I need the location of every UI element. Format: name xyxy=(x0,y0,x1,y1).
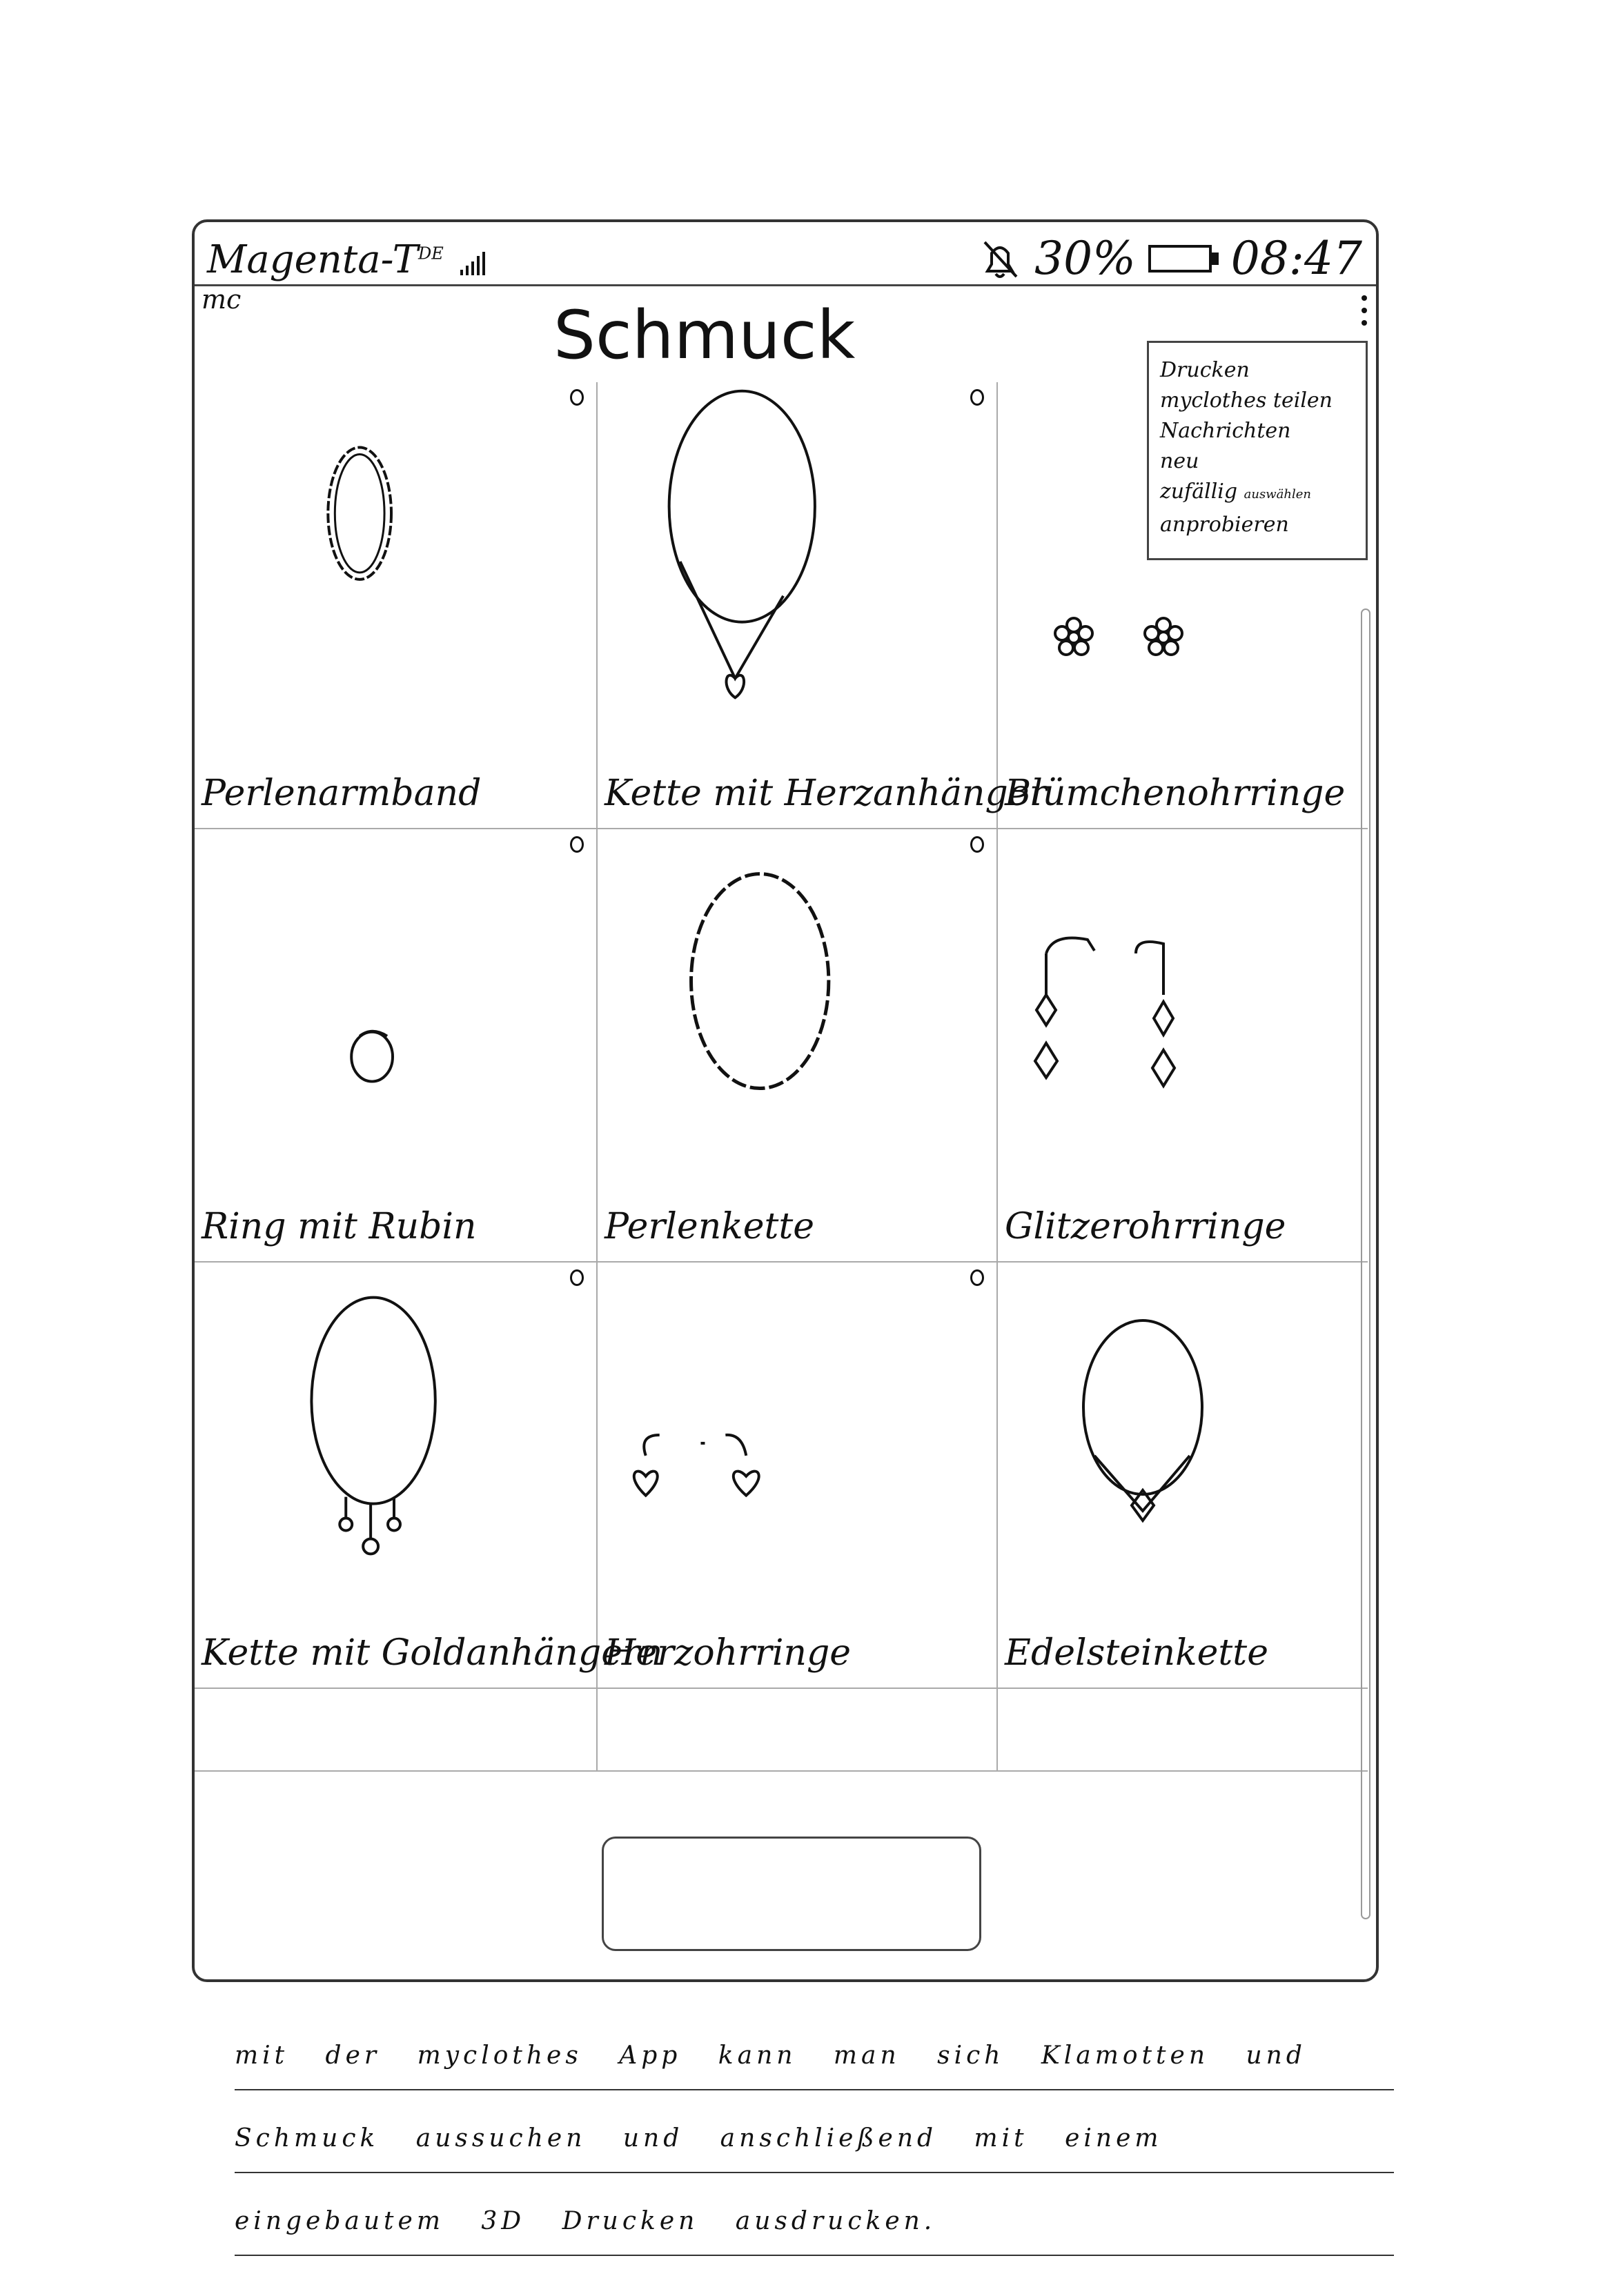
favorite-marker-icon[interactable] xyxy=(570,836,584,853)
product-card-bead-bracelet[interactable] xyxy=(195,382,598,829)
product-label: Edelsteinkette xyxy=(1005,1632,1268,1674)
grid-empty-cell xyxy=(598,1689,998,1772)
product-label: Kette mit Herzanhänger xyxy=(604,773,1047,814)
product-label: Blümchenohrringe xyxy=(1005,773,1346,814)
favorite-marker-icon[interactable] xyxy=(570,389,584,406)
menu-item-print[interactable]: Drucken xyxy=(1160,358,1250,382)
pearl-necklace-icon xyxy=(598,829,996,1160)
product-card-glitter-earrings[interactable] xyxy=(998,829,1368,1263)
grid-empty-cell xyxy=(195,1689,598,1772)
product-card-heart-earrings[interactable] xyxy=(598,1263,998,1689)
carrier-region: DE xyxy=(417,244,444,264)
ruby-ring-icon xyxy=(195,829,596,1160)
page-title: Schmuck xyxy=(553,297,856,374)
product-label: Perlenarmband xyxy=(202,773,482,814)
product-label: Perlenkette xyxy=(604,1206,815,1247)
battery-percent: 30% xyxy=(1034,232,1136,285)
app-description: mit der myclothes App kann man sich Klamotten und Schmuck aussuchen und anschließend mit einem eingebautem 3D Drucken ausdrucken. xyxy=(235,2015,1394,2263)
battery-icon xyxy=(1148,245,1219,273)
signal-icon xyxy=(459,249,489,277)
product-card-pearl-necklace[interactable] xyxy=(598,829,998,1263)
product-card-heart-necklace[interactable] xyxy=(598,382,1047,829)
product-label: Ring mit Rubin xyxy=(202,1206,477,1247)
favorite-marker-icon[interactable] xyxy=(570,1269,584,1286)
menu-item-share[interactable]: myclothes teilen xyxy=(1160,388,1333,413)
product-card-gemstone-necklace[interactable] xyxy=(998,1263,1368,1689)
scrollbar[interactable] xyxy=(1361,608,1370,1919)
product-card-ruby-ring[interactable] xyxy=(195,829,598,1263)
favorite-marker-icon[interactable] xyxy=(970,1269,984,1286)
bell-muted-icon xyxy=(978,237,1022,281)
bead-bracelet-icon xyxy=(195,382,596,713)
dot-icon xyxy=(1362,295,1367,301)
favorite-marker-icon[interactable] xyxy=(970,389,984,406)
menu-item-try-on[interactable]: anprobieren xyxy=(1160,513,1289,537)
dot-icon xyxy=(1362,308,1367,313)
product-label: Glitzerohrringe xyxy=(1005,1206,1286,1247)
menu-item-random[interactable]: zufällig auswählen xyxy=(1160,479,1311,504)
app-logo[interactable]: mc xyxy=(202,284,242,315)
product-card-gold-pendant-necklace[interactable] xyxy=(195,1263,663,1689)
status-bar xyxy=(195,222,1376,286)
product-label: Herzohrringe xyxy=(604,1632,852,1674)
gold-pendant-necklace-icon xyxy=(195,1263,596,1594)
menu-item-messages[interactable]: Nachrichten xyxy=(1160,419,1291,443)
grid-empty-cell xyxy=(998,1689,1368,1772)
bottom-action-box[interactable] xyxy=(602,1837,981,1951)
clock: 08:47 xyxy=(1230,232,1362,285)
overflow-menu xyxy=(1147,341,1368,560)
favorite-marker-icon[interactable] xyxy=(970,836,984,853)
status-right xyxy=(978,232,1362,285)
heart-necklace-icon xyxy=(598,382,996,713)
overflow-menu-button[interactable] xyxy=(1354,291,1375,339)
menu-item-new[interactable]: neu xyxy=(1160,449,1199,473)
phone-frame xyxy=(192,219,1379,1982)
carrier-name: Magenta-$T^{DE}$ xyxy=(207,237,489,282)
glitter-earrings-icon xyxy=(998,829,1368,1160)
heart-earrings-icon xyxy=(598,1263,996,1594)
product-label: Kette mit Goldanhängern xyxy=(202,1632,663,1674)
product-grid xyxy=(195,382,1368,1772)
gemstone-necklace-icon xyxy=(998,1263,1368,1594)
dot-icon xyxy=(1362,320,1367,326)
